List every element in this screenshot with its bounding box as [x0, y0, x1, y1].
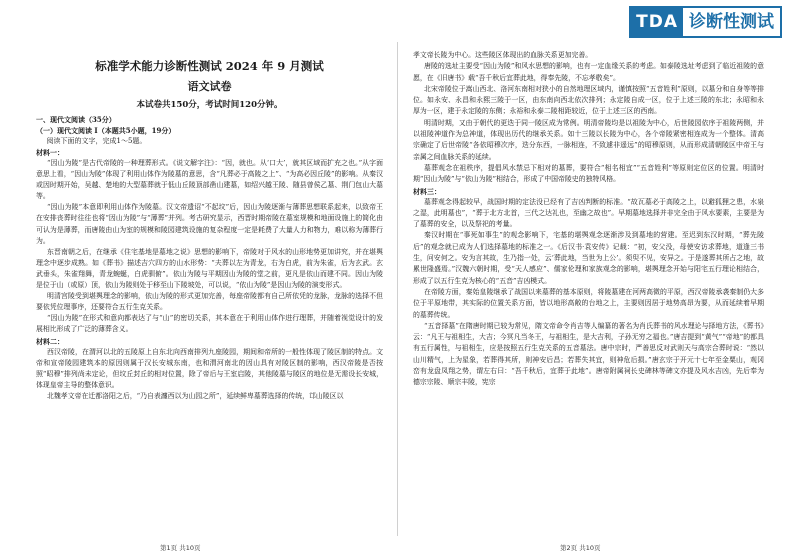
paragraph: “五音择墓”在隋唐时期已较为常见，隋文帝命令肖吉等人编纂的著名为肖氏葬书的风水理论与择地方法，《葬书》云：“凡王与祖相生，大吉；今冥凡当冬王，与祖相生，是大吉利，子孙无穷之福也。”唐吉提到“黄气”“帝地”的都具有五行属性，与祖相生，应是按照五行生克关系的五音墓法。唐中宗时，严善思反对武则天与高宗合葬时说：“然以山川精气，上为星象，若葬得其所，则神安后昌；若葬失其宜，则神危后损。”唐玄宗于开元十七年至金粟山，观冈峦有龙盘凤翔之势，谓左右曰：“吾千秋后，宜葬于此地”。唐帝附属祠长史碑林等碑文亦提及风水吉凶，先后奉为德宗宗陵、顺宗丰陵，宪宗 [413, 321, 764, 387]
material-label: 材料一： [36, 148, 64, 157]
page-number: 第2页 共10页 [560, 544, 601, 552]
paragraph: 秦汉时期在“事死如事生”的观念影响下，宅基的堪舆观念逐渐涉及到墓地的营建。至迟到东汉时期，“葬先陵后”的观念就已成为人们选择墓地的标准之一。《后汉书·袁安传》记载：“初，安父没，母使安访求葬地，道逢三书生，问安何之。安为言其故，生乃指一处，云‘葬此地，当世为上公’。须臾不见，安异之。于是遂葬其所占之地，故累世隆盛焉。”汉魏六朝时期，受“天人感应”、儒家伦理和家族观念的影响，堪舆理念开始与阳宅五行理论相结合，形成了以五行生克为核心的“五音”吉凶模式。 [413, 231, 764, 285]
subsection-heading: （一）现代文阅读 I（本题共5小题，19分） [36, 126, 176, 135]
paragraph: 北宋帝陵位于嵩山西北、洛河东南相对狭小的自然地理区域内，谨慎按照“五音姓利”原则，以墓分和自身等等排位。如永安、永昌和永熙三陵于一区，由东南向西北依次排列；永定陵自成一区，位于上述三陵的东北；永昭和永厚为一区，建于永定陵的东侧；永裕和永泰二陵相距较近，位于上述三区的西南。 [413, 84, 764, 116]
exam-title: 标准学术能力诊断性测试 2024 年 9 月测试 [95, 59, 324, 73]
exam-subject: 语文试卷 [187, 80, 232, 93]
paragraph: 在帝陵方面，秦始皇陵继承了战国以来墓葬的基本原则，将陵墓建在河两高微的平原，西汉帝陵承袭秦制仍大多位于平原地带，其实际的位置关系方面，皆以地形高敞的台地之上，主要则因居于地势高昂为要，从而延续着早期的墓葬传统。 [413, 287, 764, 319]
paragraph: 孝文帝长陵为中心。这些陵区体现出的血脉关系更加完善。 [413, 51, 593, 59]
material-label: 材料二： [36, 336, 64, 346]
material-label: 材料三： [413, 186, 441, 196]
paragraph: 墓葬观念得起较早，战国时期的定法没已经有了吉凶判断的标准。“故瓦墓必于高陵之上，以避狐狸之患，水泉之湿，此明墓也”，“葬于北方北首，三代之达礼也，至幽之故也”。早期墓地选择并非完全由于风水要素，主要是为了墓葬的安全，以及祭祀的考量。 [413, 197, 764, 229]
page-number: 第1页 共10页 [160, 544, 201, 552]
exam-meta: 本试卷共150分，考试时间120分钟。 [136, 100, 283, 110]
instruction-text: 阅读下面的文字，完成1～5题。 [46, 137, 147, 145]
paragraph: “因山为陵”是古代帝陵的一种理葬形式。《说文解字注》：“因，就也。从‘口大’，就其区域而扩充之也。”从字面意思上看，“因山为陵”体现了利用山体作为陵墓的意思，含“凡葬必于高陵之上”、“为高必因丘陵”的影响。从秦汉或因时期开始，吴越、楚地的大型墓葬就于低山丘陵顶部凿山建墓，如绍兴越王陵、随县曾侯乙墓、荆门包山大墓等。 [36, 159, 383, 201]
paragraph: 北魏孝文帝在迁都洛阳之后，“乃自表瀍西以为山园之所”，延续鲜卑墓葬选择的传统，邙山陵区以 [47, 391, 344, 400]
page-2 [397, 0, 794, 558]
badge-test-label: 诊断性测试 [683, 8, 780, 36]
paragraph: 东晋南朝之后，在继承《住宅基地是墓地之说》思想的影响下，帝陵对于风水的山形地势更加讲究，并在堪舆理念中逐步成熟。如《葬书》描述吉穴四方的山水形势：“夫葬以左为青龙，右为白虎，前为朱雀，后为玄武。玄武垂头，朱雀翔舞，青龙蜿蜒，白虎驯俯”。依山为陵与平期因山为陵的堂之前，更凡是依山而建不同。因山为陵是位于山（或原）顶，依山为陵则处于移至山下陵坡处，可以说，“依山为陵”是因山为陵的演变形式。 [36, 247, 383, 290]
badge-tda-label: TDA [631, 8, 683, 36]
section-heading: 一、现代文阅读（35分） [36, 115, 116, 124]
paragraph: 明清宫陵受到堪舆理念的影响，依山为陵的形式更加完善，每座帝陵都有自己所依凭的龙脉，龙脉的选择不但要依凭位理事序，还要符合五行生克关系。 [36, 292, 383, 312]
paragraph: 墓葬观念在祖秩序，提倡风水禁忌下相对的墓葬，要符合“相名相宜”“五音姓利”等原则定位区的位置。明清时期“因山为陵”与“依山为陵”相结合，形成了中国帝陵史的独特风格。 [413, 163, 764, 184]
paragraph: 明清时期，又由于朝代的更迭于同一陵区成为常例。明清帝陵均是以祖陵为中心，后世陵园依序于祖陵两侧，并以祖陵神道作为总神道，体现出历代的继承关系。如十三陵以长陵为中心，各个帝陵紧密相连成为一个整体。清高宗确定了后世帝陵“各依昭穆次序，迭分东西，一脉相连，不致遽非遥远”的昭穆原则，从而形成清朝陵区中帝王与亲属之间血脉关系的延续。 [413, 118, 764, 161]
paragraph: “因山为陵”在形式和意向都表达了与“山”的密切关系，其本意在于利用山体作进行理葬，并随着视觉设计的发展相比形成了广泛的薄葬含义。 [36, 314, 383, 334]
paragraph: 唐陵的选址主要受“因山为陵”和风水思想的影响，也有一定血缘关系的考虑。如泰陵选址考虑到了临近祖陵的意愿，在《旧唐书》载“吾千秋后宜葬此地，得奉先陵，不忘孝敬矣”。 [413, 62, 764, 82]
paragraph: “因山为陵”本意即利用山体作为陵墓。汉文帝遗诏“不起坟”后，因山为陵逐渐与薄葬思想联系起来，以致帝王在安排丧葬时往往也将“因山为陵”与“薄葬”并列。考古研究显示，西晋时期帝陵在墓室规模和地面设施上的简化由可认为是薄葬，而唐陵由山为室的规模和陵园建筑设施的复杂程度一定是耗费了大量人力和物力，难以称为薄葬行为。 [36, 203, 383, 245]
paragraph: 西汉帝陵，在渭河以北的五陵原上自东北向西南排列九座陵园，期间和帝所的一般性体现了陵区制的特点。文帝和宣帝陵园建筑本的原因则属于汉长安城东南，也和渭河南北的因山具有对陵区制的影响，西汉帝陵是否按照“昭穆”排列尚未定论，但坟丘封丘的相对位置，除了帝后与王室启陵，其他陵墓与陵区的地位是无需设长安城，体现皇帝主导的整体意识。 [36, 347, 383, 389]
